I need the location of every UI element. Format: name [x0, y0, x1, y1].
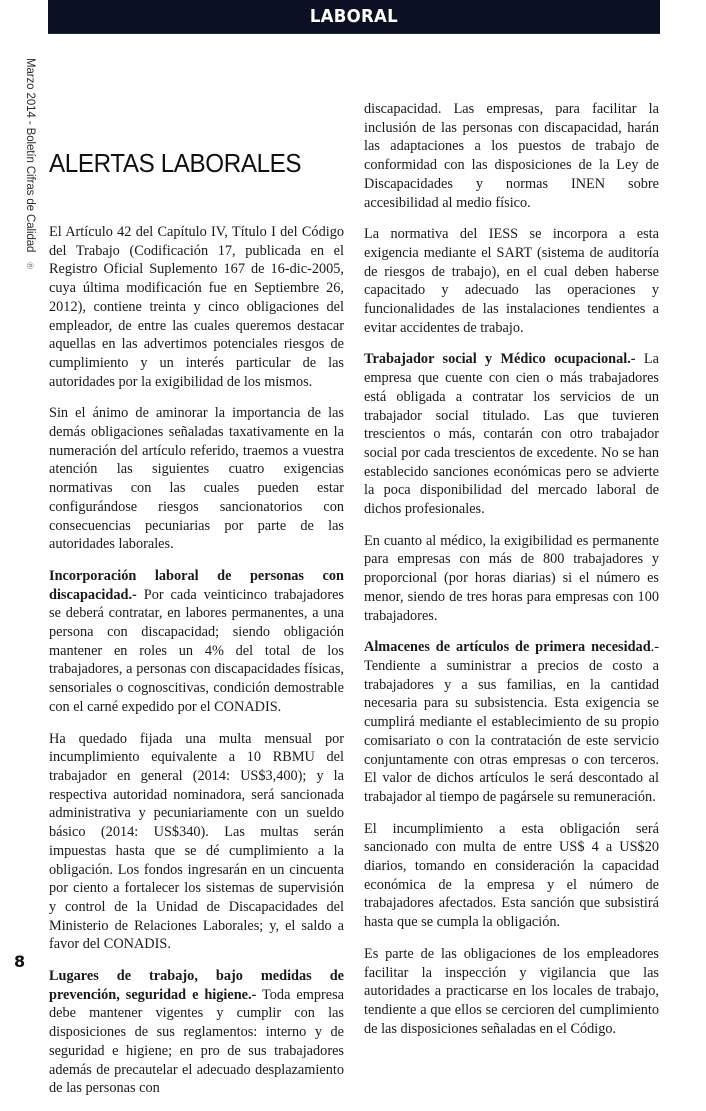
context-paragraph	[49, 404, 344, 554]
right-column	[364, 100, 659, 1051]
iess-sart-paragraph	[364, 225, 659, 337]
doctor-paragraph	[364, 532, 659, 626]
stores-section-paragraph	[364, 638, 659, 806]
section-heading: Incorporación laboral de personas con discapacidad.-	[49, 567, 344, 603]
social-worker-section-paragraph	[364, 350, 659, 518]
paragraph-text: En cuanto al médico, la exigibilidad es permanente para empresas con más de 800 trabajadores y proporcional (por horas diarias) si el número es menor, siendo de tres horas para empresas con 100 trabajadores.	[364, 532, 659, 624]
publication-running-title: Marzo 2014 - Boletín Cifras de Calidad	[24, 58, 36, 253]
section-heading: Trabajador social y Médico ocupacional.-	[364, 351, 636, 368]
running-sidebar-text-wrap	[24, 58, 36, 269]
left-column	[49, 223, 344, 1111]
disability-fines-paragraph	[49, 730, 344, 954]
inspection-paragraph	[364, 945, 659, 1039]
paragraph-text: Es parte de las obligaciones de los empleadores facilitar la inspección y vigilancia que las autoridades a practicarse en los locales de trabajo, tendiente a que ellos se cercioren del cumplimiento de las disposiciones señaladas en el Código.	[364, 945, 659, 1037]
paragraph-text: Toda empresa debe mantener vigentes y cumplir con las disposiciones de sus reglamentos: interno y de seguridad e higiene; en pro de sus trabajadores además de precautelar el adecuado desplazamiento de las personas con	[49, 986, 344, 1097]
paragraph-text: discapacidad. Las empresas, para facilitar la inclusión de las personas con discapacidad, harán las adaptaciones a los puestos de trabajo de conformidad con las disposiciones de la Ley de Discapacidades y normas INEN sobre accesibilidad al medio físico.	[364, 101, 659, 211]
page-number: 8	[14, 952, 26, 971]
intro-paragraph	[49, 223, 344, 391]
stores-fines-paragraph	[364, 820, 659, 932]
section-heading: Almacenes de artículos de primera necesidad	[364, 639, 651, 656]
running-sidebar	[16, 58, 36, 298]
paragraph-text: Por cada veinticinco trabajadores se deberá contratar, en labores permanentes, a una persona con discapacidad; siendo obligación mantener en roles un 4% del total de los trabajadores, a personas con discapacidades físicas, sensoriales o cognoscitivas, condición demostrable con el carné expedido por el CONADIS.	[49, 586, 344, 715]
paragraph-text: .- Tendiente a suministrar a precios de costo a trabajadores y a sus familias, en la cantidad necesaria para su subsistencia. Esta exigencia se cumplirá mediante el establecimiento de su propio comisariato o con la contratación de este servicio conjuntamente con otras empresas o con terceros. El valor de dichos artículos le será descontado al trabajador al tiempo de pagársele su remuneración.	[364, 639, 659, 805]
paragraph-text: El incumplimiento a esta obligación será sancionado con multa de entre US$ 4 a US$20 diarios, tomando en consideración la capacidad económica de la empresa y el número de trabajadores afectados. Esta sanción que subsistirá hasta que se cumpla la obligación.	[364, 820, 659, 931]
registered-mark-icon: ®	[25, 262, 35, 269]
workplace-safety-paragraph	[49, 967, 344, 1098]
disability-section-paragraph	[49, 567, 344, 717]
paragraph-text: La empresa que cuente con cien o más trabajadores está obligada a contratar los servicios de un trabajador social titulado. Las que tuvieren trescientos o más, contarán con otro trabajador social por cada trescientos de excedente. No se han establecido sanciones económicas pero se advierte la poca disponibilidad del mercado laboral de dichos profesionales.	[364, 351, 659, 518]
workplace-safety-continued-paragraph	[364, 100, 659, 212]
article-title: ALERTAS LABORALES	[49, 148, 302, 178]
section-heading: Lugares de trabajo, bajo medidas de prevención, seguridad e higiene.-	[49, 968, 344, 1003]
paragraph-text: El Artículo 42 del Capítulo IV, Título I del Código del Trabajo (Codificación 17, publicada en el Registro Oficial Suplemento 167 de 16-dic-2005, cuya última modificación fue en Septiembre 26, 2012), contiene treinta y cinco obligaciones del empleador, de entre las cuales queremos destacar aquellas en las advertimos potenciales riesgos de cumplimiento y un interés particular de las autoridades por la exigibilidad de los mismos.	[49, 224, 344, 390]
paragraph-text: Ha quedado fijada una multa mensual por incumplimiento equivalente a 10 RBMU del trabajador en general (2014: US$3,400); y la respectiva autoridad nominadora, será sancionada administrativa y pecuniariamente con un sueldo básico (2014: US$340). Las multas serán impuestas hasta que se dé cumplimiento a la obligación. Los fondos ingresarán en un cincuenta por ciento a fortalecer los sistemas de supervisión y control de la Unidad de Discapacidades del Ministerio de Relaciones Laborales; y, el saldo a favor del CONADIS.	[49, 730, 344, 953]
paragraph-text: Sin el ánimo de aminorar la importancia de las demás obligaciones señaladas taxativamente en la numeración del artículo referido, traemos a vuestra atención las siguientes cuatro exigencias normativas con las cuales pueden estar configurándose riesgos sancionatorios con consecuencias pecuniarias por parte de las autoridades laborales.	[49, 405, 344, 553]
section-label: LABORAL	[309, 6, 399, 27]
section-header-band	[48, 0, 660, 34]
paragraph-text: La normativa del IESS se incorpora a esta exigencia mediante el SART (sistema de auditoría de riesgos de trabajo), en el cual deben haberse capacitado y adecuado las operaciones y funcionalidades de las instalaciones tendientes a evitar accidentes de trabajo.	[364, 226, 659, 336]
